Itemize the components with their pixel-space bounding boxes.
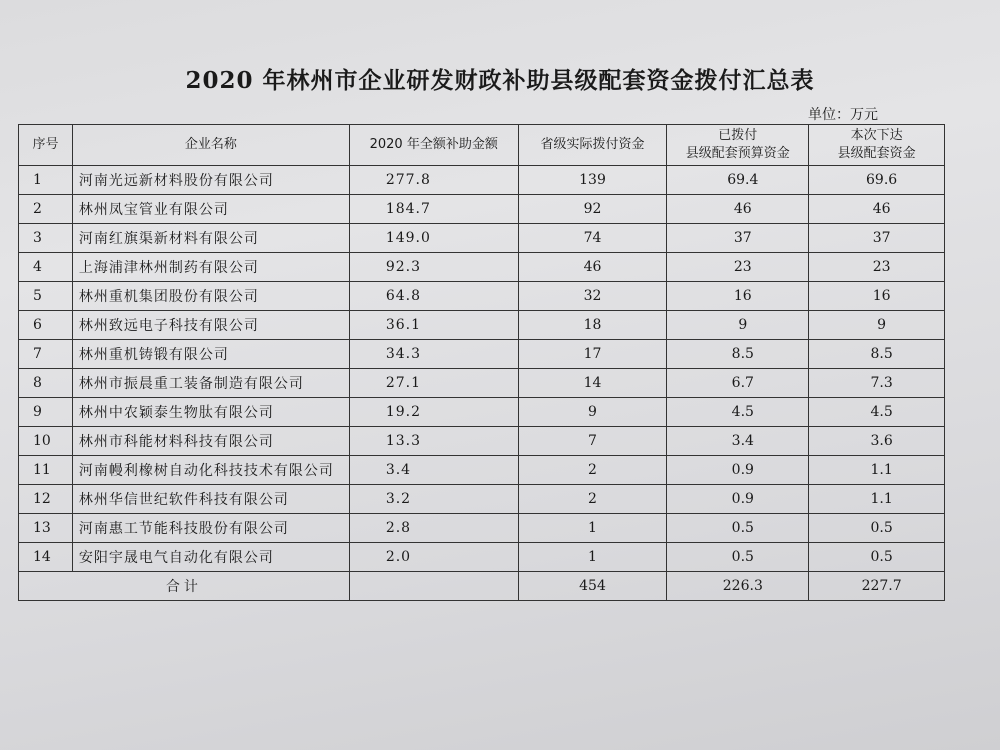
header-this: [809, 125, 945, 166]
header-provincial: 省级实际拨付资金: [518, 125, 667, 166]
header-paid-line2: 县级配套预算资金: [685, 146, 790, 161]
cell-total-2020: 2.0: [349, 543, 518, 572]
cell-company-name: 河南幔利橡树自动化科技技术有限公司: [72, 456, 349, 485]
cell-total-2020: 149.0: [349, 224, 518, 253]
cell-paid: 69.4: [667, 166, 809, 195]
table-row: [19, 369, 945, 398]
cell-no: 13: [19, 514, 73, 543]
cell-this: 7.3: [809, 369, 945, 398]
total-row: [19, 572, 945, 601]
header-no: 序号: [19, 125, 73, 166]
table-row: [19, 311, 945, 340]
cell-company-name: 林州市振晨重工装备制造有限公司: [72, 369, 349, 398]
cell-this: 4.5: [809, 398, 945, 427]
header-paid-line1: 已拨付: [718, 128, 758, 143]
cell-provincial: 18: [518, 311, 667, 340]
cell-paid: 6.7: [667, 369, 809, 398]
cell-provincial: 46: [518, 253, 667, 282]
cell-paid: 0.5: [667, 514, 809, 543]
table-row: [19, 195, 945, 224]
cell-no: 1: [19, 166, 73, 195]
cell-total-2020: 64.8: [349, 282, 518, 311]
cell-paid: 0.5: [667, 543, 809, 572]
table-row: [19, 456, 945, 485]
cell-total-2020: 3.4: [349, 456, 518, 485]
cell-this: 1.1: [809, 456, 945, 485]
cell-this: 3.6: [809, 427, 945, 456]
table-row: [19, 253, 945, 282]
cell-no: 12: [19, 485, 73, 514]
cell-total-2020: 34.3: [349, 340, 518, 369]
cell-provincial: 14: [518, 369, 667, 398]
table-row: [19, 282, 945, 311]
cell-this: 0.5: [809, 514, 945, 543]
cell-paid: 3.4: [667, 427, 809, 456]
cell-paid: 4.5: [667, 398, 809, 427]
cell-total-2020: 2.8: [349, 514, 518, 543]
cell-paid: 0.9: [667, 456, 809, 485]
cell-provincial: 9: [518, 398, 667, 427]
cell-total-2020: 13.3: [349, 427, 518, 456]
total-label: 合计: [19, 572, 350, 601]
total-paid: 226.3: [667, 572, 809, 601]
cell-provincial: 92: [518, 195, 667, 224]
cell-this: 1.1: [809, 485, 945, 514]
cell-company-name: 河南惠工节能科技股份有限公司: [72, 514, 349, 543]
cell-provincial: 139: [518, 166, 667, 195]
table-row: [19, 427, 945, 456]
cell-total-2020: 36.1: [349, 311, 518, 340]
header-name: 企业名称: [72, 125, 349, 166]
cell-total-2020: 92.3: [349, 253, 518, 282]
cell-total-2020: 19.2: [349, 398, 518, 427]
cell-total-2020: 27.1: [349, 369, 518, 398]
cell-no: 10: [19, 427, 73, 456]
cell-no: 6: [19, 311, 73, 340]
cell-provincial: 1: [518, 514, 667, 543]
cell-no: 2: [19, 195, 73, 224]
cell-provincial: 74: [518, 224, 667, 253]
table-row: [19, 340, 945, 369]
table-row: [19, 224, 945, 253]
table-row: [19, 398, 945, 427]
total-provincial: 454: [518, 572, 667, 601]
cell-no: 7: [19, 340, 73, 369]
cell-company-name: 林州市科能材料科技有限公司: [72, 427, 349, 456]
table-row: [19, 514, 945, 543]
header-this-line2: 县级配套资金: [837, 146, 916, 161]
cell-this: 69.6: [809, 166, 945, 195]
cell-paid: 9: [667, 311, 809, 340]
cell-paid: 8.5: [667, 340, 809, 369]
cell-this: 37: [809, 224, 945, 253]
cell-no: 5: [19, 282, 73, 311]
cell-no: 3: [19, 224, 73, 253]
cell-company-name: 林州重机铸锻有限公司: [72, 340, 349, 369]
funding-table: [18, 124, 945, 601]
table-body: [19, 166, 945, 601]
cell-this: 46: [809, 195, 945, 224]
document-title: 2020 年林州市企业研发财政补助县级配套资金拨付汇总表: [185, 67, 815, 94]
header-total-2020: 2020 年全额补助金额: [349, 125, 518, 166]
cell-provincial: 17: [518, 340, 667, 369]
cell-paid: 37: [667, 224, 809, 253]
cell-no: 14: [19, 543, 73, 572]
total-this: 227.7: [809, 572, 945, 601]
cell-this: 0.5: [809, 543, 945, 572]
cell-provincial: 32: [518, 282, 667, 311]
cell-paid: 16: [667, 282, 809, 311]
cell-total-2020: 3.2: [349, 485, 518, 514]
cell-provincial: 7: [518, 427, 667, 456]
table-header-row: [19, 125, 945, 166]
cell-company-name: 河南光远新材料股份有限公司: [72, 166, 349, 195]
cell-company-name: 安阳宇晟电气自动化有限公司: [72, 543, 349, 572]
cell-total-2020: 277.8: [349, 166, 518, 195]
cell-no: 11: [19, 456, 73, 485]
cell-company-name: 上海浦津林州制药有限公司: [72, 253, 349, 282]
cell-no: 4: [19, 253, 73, 282]
unit-label: 单位：万元: [808, 107, 878, 123]
cell-no: 8: [19, 369, 73, 398]
table-row: [19, 485, 945, 514]
cell-this: 23: [809, 253, 945, 282]
cell-company-name: 林州华信世纪软件科技有限公司: [72, 485, 349, 514]
cell-provincial: 2: [518, 456, 667, 485]
cell-company-name: 林州凤宝管业有限公司: [72, 195, 349, 224]
cell-paid: 0.9: [667, 485, 809, 514]
cell-this: 8.5: [809, 340, 945, 369]
table-row: [19, 543, 945, 572]
cell-total-2020: 184.7: [349, 195, 518, 224]
cell-this: 16: [809, 282, 945, 311]
cell-paid: 46: [667, 195, 809, 224]
cell-this: 9: [809, 311, 945, 340]
header-paid: [667, 125, 809, 166]
cell-company-name: 林州重机集团股份有限公司: [72, 282, 349, 311]
cell-provincial: 2: [518, 485, 667, 514]
cell-company-name: 林州中农颖泰生物肽有限公司: [72, 398, 349, 427]
cell-provincial: 1: [518, 543, 667, 572]
cell-paid: 23: [667, 253, 809, 282]
cell-no: 9: [19, 398, 73, 427]
total-2020: [349, 572, 518, 601]
cell-company-name: 林州致远电子科技有限公司: [72, 311, 349, 340]
cell-company-name: 河南红旗渠新材料有限公司: [72, 224, 349, 253]
table-row: [19, 166, 945, 195]
header-this-line1: 本次下达: [850, 128, 903, 143]
